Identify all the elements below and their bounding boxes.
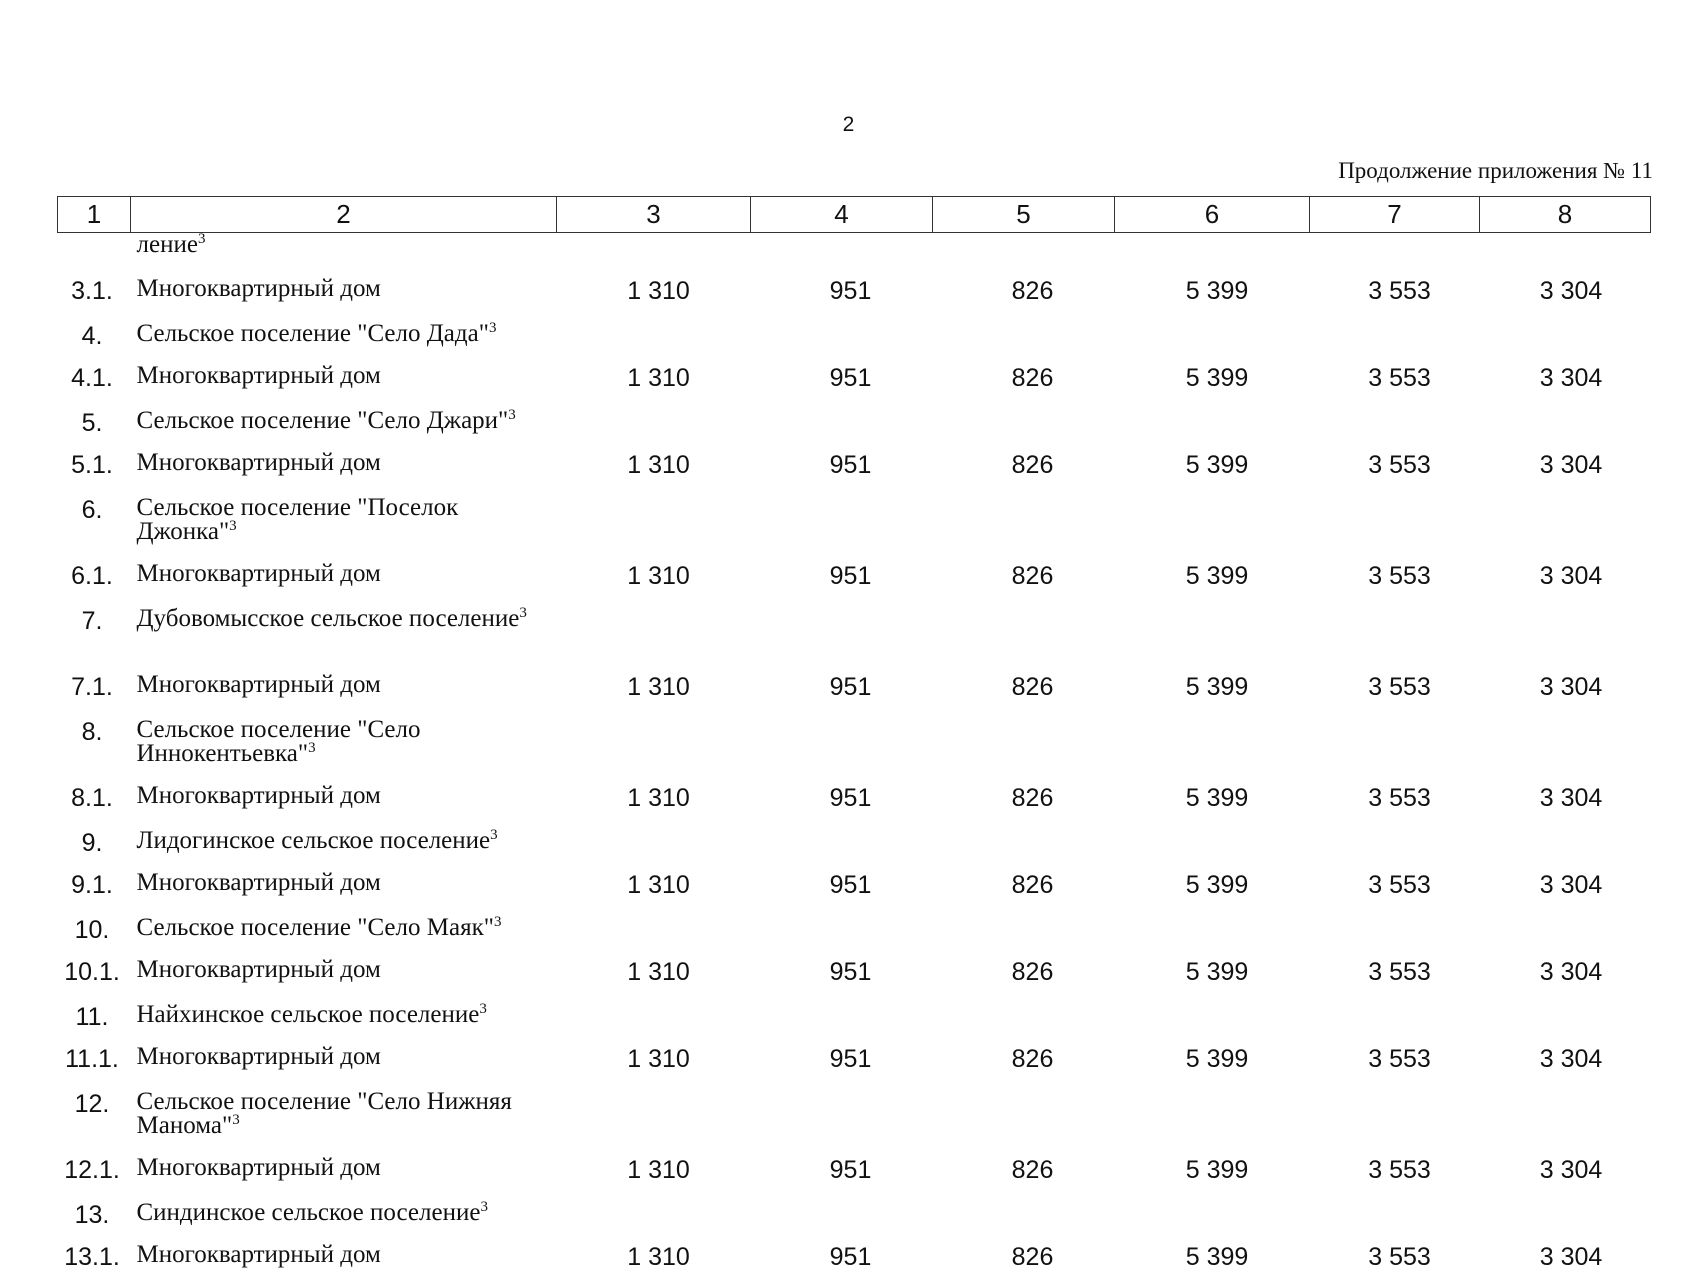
value-cell-col-8: 3 304 — [1480, 445, 1651, 488]
row-name — [131, 271, 557, 314]
table-row-item — [58, 556, 1651, 599]
value-cell-col-3: 1 310 — [557, 358, 751, 401]
row-name — [131, 952, 557, 995]
row-name-text: Многоквартирный дом — [137, 869, 381, 896]
value-cell-col-3: 1 310 — [557, 865, 751, 908]
empty-cell — [557, 710, 1651, 778]
empty-cell — [557, 908, 1651, 952]
value-cell-col-5: 826 — [933, 667, 1115, 710]
row-name-text: Дубовомысское сельское поселение — [137, 605, 520, 632]
column-header: 7 — [1310, 197, 1480, 233]
value-cell-col-8: 3 304 — [1480, 667, 1651, 710]
value-cell-col-8: 3 304 — [1480, 1039, 1651, 1082]
column-header: 5 — [933, 197, 1115, 233]
row-number: 9. — [58, 821, 131, 865]
value-cell-col-6: 5 399 — [1115, 865, 1310, 908]
row-name-text: Сельское поселение "Село Нижняя Манома" — [137, 1088, 512, 1139]
row-name-text: Многоквартирный дом — [137, 560, 381, 587]
row-name-text: Синдинское сельское поселение — [137, 1199, 481, 1226]
value-cell-col-6: 5 399 — [1115, 1039, 1310, 1082]
value-cell-col-4: 951 — [751, 952, 933, 995]
row-name-text: Сельское поселение "Село Маяк" — [137, 914, 494, 941]
value-cell-col-3: 1 310 — [557, 271, 751, 314]
row-name — [131, 667, 557, 710]
row-number: 13.1. — [58, 1237, 131, 1280]
table-row-item — [58, 1237, 1651, 1280]
table-row-settlement — [58, 995, 1651, 1039]
row-name — [131, 358, 557, 401]
table-row-item — [58, 865, 1651, 908]
row-number: 6.1. — [58, 556, 131, 599]
row-name — [131, 599, 557, 667]
value-cell-col-4: 951 — [751, 778, 933, 821]
footnote-mark: 3 — [489, 320, 497, 336]
footnote-mark: 3 — [480, 1199, 488, 1215]
footnote-mark: 3 — [229, 518, 237, 534]
row-name-text: Многоквартирный дом — [137, 362, 381, 389]
table-row-item — [58, 952, 1651, 995]
row-name — [131, 995, 557, 1039]
row-name-text: Многоквартирный дом — [137, 671, 381, 698]
footnote-mark: 3 — [519, 605, 527, 621]
empty-cell — [557, 401, 1651, 445]
row-name — [131, 1150, 557, 1193]
row-name — [131, 314, 557, 358]
row-name-text: ление — [137, 231, 198, 258]
value-cell-col-5: 826 — [933, 358, 1115, 401]
row-name — [131, 778, 557, 821]
value-cell-col-5: 826 — [933, 1237, 1115, 1280]
table-row-item — [58, 667, 1651, 710]
value-cell-col-6: 5 399 — [1115, 778, 1310, 821]
row-number: 10. — [58, 908, 131, 952]
table-row-settlement — [58, 488, 1651, 556]
value-cell-col-7: 3 553 — [1310, 358, 1480, 401]
table-row-settlement — [58, 1082, 1651, 1150]
value-cell-col-7: 3 553 — [1310, 1237, 1480, 1280]
value-cell-col-4: 951 — [751, 1150, 933, 1193]
row-number: 12. — [58, 1082, 131, 1150]
table-row-settlement — [58, 710, 1651, 778]
column-header: 8 — [1480, 197, 1651, 233]
table-row-settlement — [58, 401, 1651, 445]
row-name — [131, 1082, 557, 1150]
value-cell-col-7: 3 553 — [1310, 556, 1480, 599]
value-cell-col-8: 3 304 — [1480, 1150, 1651, 1193]
column-header: 1 — [58, 197, 131, 233]
value-cell-col-5: 826 — [933, 271, 1115, 314]
empty-cell — [557, 233, 1651, 272]
value-cell-col-7: 3 553 — [1310, 1039, 1480, 1082]
row-name — [131, 821, 557, 865]
row-name-text: Многоквартирный дом — [137, 275, 381, 302]
value-cell-col-3: 1 310 — [557, 1150, 751, 1193]
value-cell-col-7: 3 553 — [1310, 667, 1480, 710]
row-number: 13. — [58, 1193, 131, 1237]
empty-cell — [557, 995, 1651, 1039]
footnote-mark: 3 — [490, 827, 498, 843]
value-cell-col-7: 3 553 — [1310, 865, 1480, 908]
value-cell-col-4: 951 — [751, 271, 933, 314]
value-cell-col-6: 5 399 — [1115, 358, 1310, 401]
row-name — [131, 865, 557, 908]
row-number: 3.1. — [58, 271, 131, 314]
empty-cell — [557, 599, 1651, 667]
table-row-settlement — [58, 821, 1651, 865]
value-cell-col-5: 826 — [933, 1150, 1115, 1193]
value-cell-col-4: 951 — [751, 445, 933, 488]
table-header-row — [58, 197, 1651, 233]
row-name-text: Лидогинское сельское поселение — [137, 827, 491, 854]
column-header: 3 — [557, 197, 751, 233]
row-name-text: Сельское поселение "Село Иннокентьевка" — [137, 716, 421, 767]
row-name — [131, 1039, 557, 1082]
value-cell-col-3: 1 310 — [557, 667, 751, 710]
footnote-mark: 3 — [508, 407, 516, 423]
value-cell-col-4: 951 — [751, 1039, 933, 1082]
value-cell-col-3: 1 310 — [557, 445, 751, 488]
empty-cell — [557, 1082, 1651, 1150]
value-cell-col-7: 3 553 — [1310, 271, 1480, 314]
value-cell-col-5: 826 — [933, 445, 1115, 488]
appendix-continuation-note: Продолжение приложения № 11 — [1338, 158, 1653, 184]
value-cell-col-6: 5 399 — [1115, 667, 1310, 710]
value-cell-col-6: 5 399 — [1115, 556, 1310, 599]
value-cell-col-5: 826 — [933, 778, 1115, 821]
row-number: 4.1. — [58, 358, 131, 401]
value-cell-col-8: 3 304 — [1480, 556, 1651, 599]
row-name-text: Сельское поселение "Село Джари" — [137, 407, 509, 434]
footnote-mark: 3 — [198, 231, 206, 247]
table-row-item — [58, 1150, 1651, 1193]
table-body — [58, 233, 1651, 1280]
table-row-settlement — [58, 908, 1651, 952]
column-header: 6 — [1115, 197, 1310, 233]
row-name-text: Сельское поселение "Село Дада" — [137, 320, 489, 347]
value-cell-col-3: 1 310 — [557, 952, 751, 995]
value-cell-col-4: 951 — [751, 556, 933, 599]
row-name — [131, 908, 557, 952]
row-name-text: Многоквартирный дом — [137, 449, 381, 476]
empty-cell — [557, 821, 1651, 865]
value-cell-col-3: 1 310 — [557, 1039, 751, 1082]
row-number: 7. — [58, 599, 131, 667]
value-cell-col-4: 951 — [751, 667, 933, 710]
value-cell-col-5: 826 — [933, 865, 1115, 908]
row-name-text: Сельское поселение "Поселок Джонка" — [137, 494, 459, 545]
row-number: 8. — [58, 710, 131, 778]
value-cell-col-5: 826 — [933, 556, 1115, 599]
empty-cell — [557, 314, 1651, 358]
footnote-mark: 3 — [308, 740, 316, 756]
value-cell-col-6: 5 399 — [1115, 1150, 1310, 1193]
row-number: 7.1. — [58, 667, 131, 710]
value-cell-col-3: 1 310 — [557, 778, 751, 821]
row-number: 11.1. — [58, 1039, 131, 1082]
value-cell-col-8: 3 304 — [1480, 1237, 1651, 1280]
table-row-settlement — [58, 314, 1651, 358]
row-number: 12.1. — [58, 1150, 131, 1193]
table-row-settlement — [58, 599, 1651, 667]
row-name-text: Многоквартирный дом — [137, 1154, 381, 1181]
row-number: 5.1. — [58, 445, 131, 488]
row-number: 10.1. — [58, 952, 131, 995]
value-cell-col-8: 3 304 — [1480, 778, 1651, 821]
footnote-mark: 3 — [494, 914, 502, 930]
value-cell-col-4: 951 — [751, 865, 933, 908]
table-row-item — [58, 445, 1651, 488]
row-number — [58, 233, 131, 272]
table-row-item — [58, 778, 1651, 821]
value-cell-col-3: 1 310 — [557, 556, 751, 599]
table-row-continuation — [58, 233, 1651, 272]
row-name-text: Найхинское сельское поселение — [137, 1001, 480, 1028]
table-row-item — [58, 271, 1651, 314]
row-number: 6. — [58, 488, 131, 556]
value-cell-col-6: 5 399 — [1115, 445, 1310, 488]
value-cell-col-7: 3 553 — [1310, 1150, 1480, 1193]
value-cell-col-8: 3 304 — [1480, 271, 1651, 314]
value-cell-col-8: 3 304 — [1480, 952, 1651, 995]
row-number: 8.1. — [58, 778, 131, 821]
value-cell-col-6: 5 399 — [1115, 271, 1310, 314]
value-cell-col-6: 5 399 — [1115, 952, 1310, 995]
row-name — [131, 556, 557, 599]
footnote-mark: 3 — [479, 1001, 487, 1017]
value-cell-col-8: 3 304 — [1480, 865, 1651, 908]
row-name-text: Многоквартирный дом — [137, 1241, 381, 1268]
row-name — [131, 488, 557, 556]
row-number: 9.1. — [58, 865, 131, 908]
page-number: 2 — [0, 113, 1697, 137]
value-cell-col-5: 826 — [933, 952, 1115, 995]
value-cell-col-5: 826 — [933, 1039, 1115, 1082]
row-number: 5. — [58, 401, 131, 445]
footnote-mark: 3 — [232, 1112, 240, 1128]
row-number: 11. — [58, 995, 131, 1039]
row-name-text: Многоквартирный дом — [137, 782, 381, 809]
value-cell-col-8: 3 304 — [1480, 358, 1651, 401]
column-header: 2 — [131, 197, 557, 233]
row-name — [131, 445, 557, 488]
value-cell-col-4: 951 — [751, 1237, 933, 1280]
table-row-item — [58, 1039, 1651, 1082]
row-name — [131, 233, 557, 272]
value-cell-col-7: 3 553 — [1310, 445, 1480, 488]
row-name — [131, 710, 557, 778]
row-name — [131, 401, 557, 445]
empty-cell — [557, 488, 1651, 556]
value-cell-col-7: 3 553 — [1310, 778, 1480, 821]
tariff-table — [57, 196, 1651, 1280]
value-cell-col-4: 951 — [751, 358, 933, 401]
row-name-text: Многоквартирный дом — [137, 956, 381, 983]
value-cell-col-3: 1 310 — [557, 1237, 751, 1280]
value-cell-col-6: 5 399 — [1115, 1237, 1310, 1280]
table-row-item — [58, 358, 1651, 401]
column-header: 4 — [751, 197, 933, 233]
row-name-text: Многоквартирный дом — [137, 1043, 381, 1070]
row-number: 4. — [58, 314, 131, 358]
value-cell-col-7: 3 553 — [1310, 952, 1480, 995]
row-name — [131, 1237, 557, 1280]
